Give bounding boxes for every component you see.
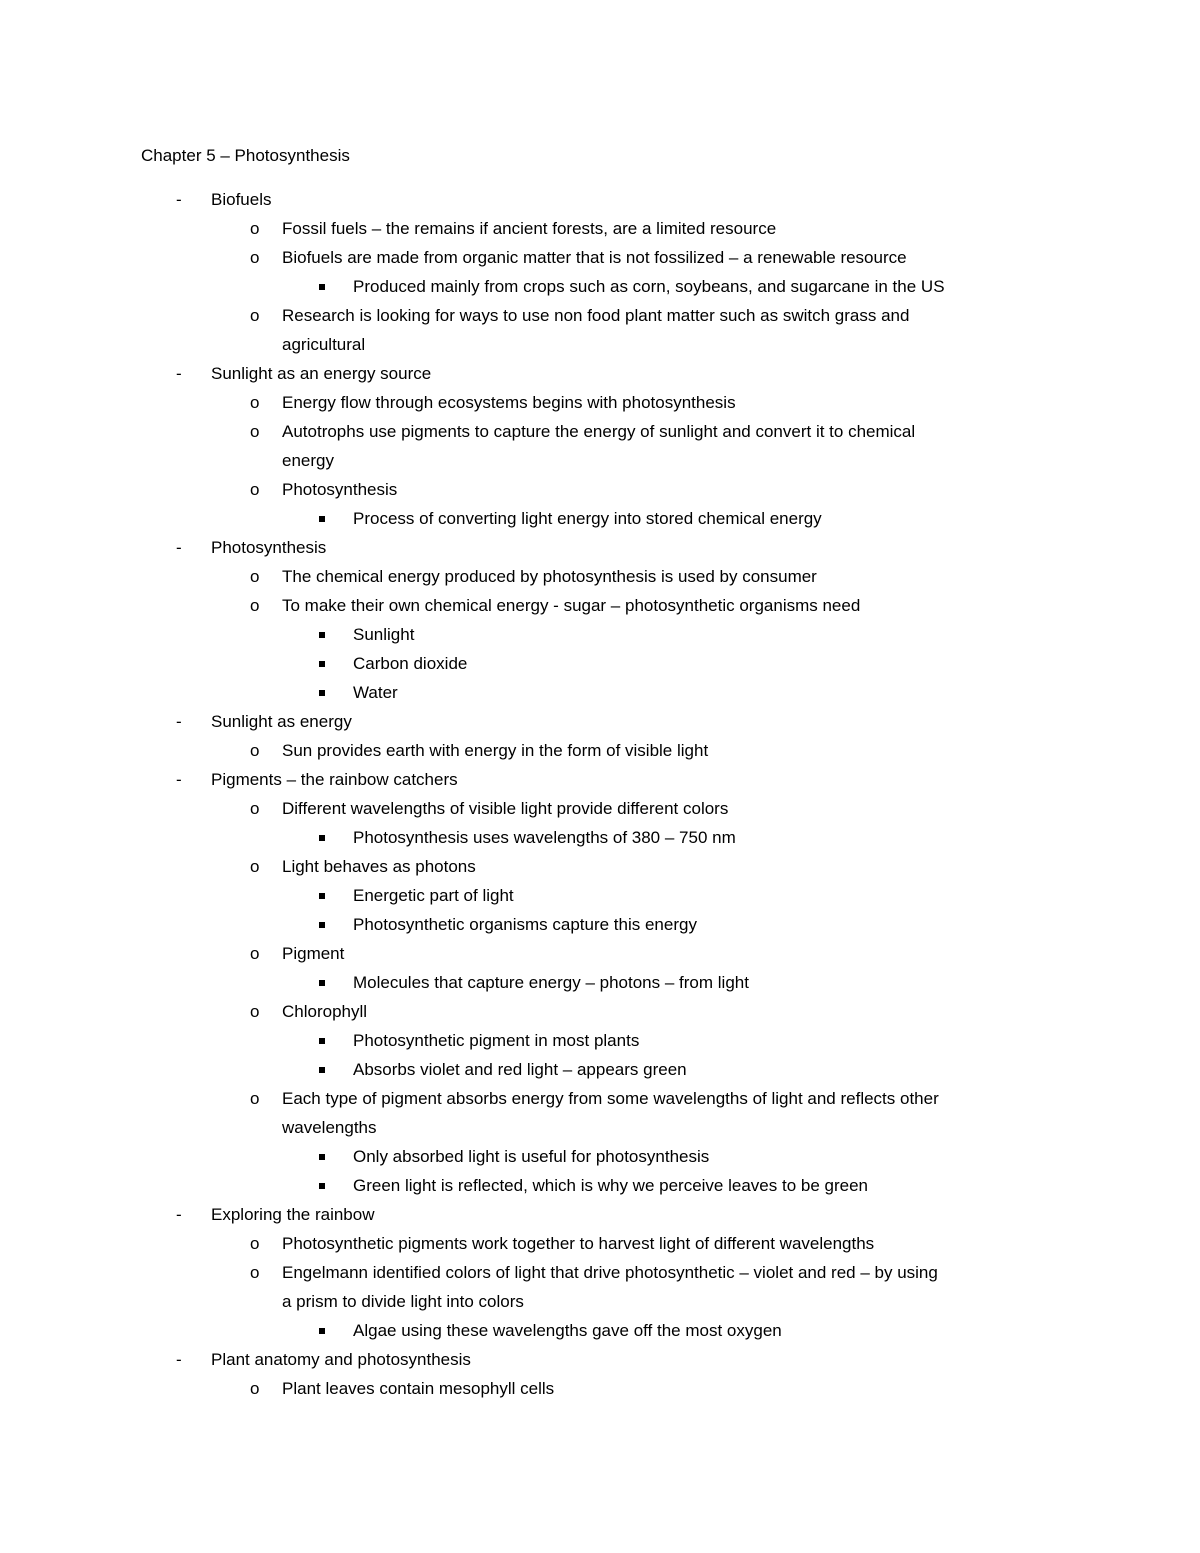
outline-item-text: Molecules that capture energy – photons – from light: [353, 973, 749, 992]
circle-bullet-icon: o: [250, 741, 260, 760]
outline-item-text: Photosynthetic pigments work together to harvest light of different wavelengths: [282, 1234, 875, 1253]
outline-item-text: Process of converting light energy into stored chemical energy: [353, 509, 822, 528]
outline-item-text: Produced mainly from crops such as corn, soybeans, and sugarcane in the US: [353, 277, 945, 296]
circle-bullet-icon: o: [250, 1263, 260, 1282]
outline-item-text: Plant anatomy and photosynthesis: [211, 1350, 471, 1369]
square-bullet-icon: [319, 980, 325, 986]
outline-item-text: energy: [282, 451, 334, 470]
square-bullet-icon: [319, 835, 325, 841]
page-title: Chapter 5 – Photosynthesis: [141, 146, 350, 165]
outline-item-text: Energetic part of light: [353, 886, 514, 905]
outline-item-text: Light behaves as photons: [282, 857, 476, 876]
circle-bullet-icon: o: [250, 393, 260, 412]
outline-item-text: Photosynthesis: [282, 480, 398, 499]
outline-item-text: Sunlight as an energy source: [211, 364, 432, 383]
circle-bullet-icon: o: [250, 1234, 260, 1253]
outline-item-text: Carbon dioxide: [353, 654, 468, 673]
outline-item-text: Water: [353, 683, 398, 702]
dash-bullet-icon: -: [176, 538, 182, 557]
square-bullet-icon: [319, 1154, 325, 1160]
square-bullet-icon: [319, 1328, 325, 1334]
outline-item-text: Energy flow through ecosystems begins with photosynthesis: [282, 393, 736, 412]
circle-bullet-icon: o: [250, 1002, 260, 1021]
dash-bullet-icon: -: [176, 1205, 182, 1224]
outline-item-text: Photosynthetic organisms capture this energy: [353, 915, 697, 934]
outline-item-text: Autotrophs use pigments to capture the energy of sunlight and convert it to chemical: [282, 422, 916, 441]
outline-item-text: Photosynthesis: [211, 538, 327, 557]
outline-item-text: Absorbs violet and red light – appears green: [353, 1060, 687, 1079]
circle-bullet-icon: o: [250, 306, 260, 325]
circle-bullet-icon: o: [250, 248, 260, 267]
square-bullet-icon: [319, 1038, 325, 1044]
outline-item-text: Pigments – the rainbow catchers: [211, 770, 458, 789]
circle-bullet-icon: o: [250, 219, 260, 238]
outline-item-text: agricultural: [282, 335, 366, 354]
outline-item-text: Algae using these wavelengths gave off the most oxygen: [353, 1321, 782, 1340]
outline-item-text: Plant leaves contain mesophyll cells: [282, 1379, 555, 1398]
outline-item-text: Photosynthesis uses wavelengths of 380 – 750 nm: [353, 828, 736, 847]
outline-item-text: Sun provides earth with energy in the form of visible light: [282, 741, 709, 760]
square-bullet-icon: [319, 632, 325, 638]
circle-bullet-icon: o: [250, 480, 260, 499]
outline-item-text: Chlorophyll: [282, 1002, 368, 1021]
outline-item-text: Photosynthetic pigment in most plants: [353, 1031, 640, 1050]
outline-item-text: Biofuels are made from organic matter that is not fossilized – a renewable resource: [282, 248, 907, 267]
square-bullet-icon: [319, 922, 325, 928]
outline-item-text: Green light is reflected, which is why we perceive leaves to be green: [353, 1176, 868, 1195]
dash-bullet-icon: -: [176, 364, 182, 383]
outline-item-text: Biofuels: [211, 190, 272, 209]
square-bullet-icon: [319, 1067, 325, 1073]
square-bullet-icon: [319, 1183, 325, 1189]
circle-bullet-icon: o: [250, 944, 260, 963]
outline-item-text: Sunlight as energy: [211, 712, 352, 731]
outline-item-text: Each type of pigment absorbs energy from some wavelengths of light and reflects other: [282, 1089, 939, 1108]
dash-bullet-icon: -: [176, 712, 182, 731]
outline-item-text: Fossil fuels – the remains if ancient forests, are a limited resource: [282, 219, 777, 238]
outline-item-text: a prism to divide light into colors: [282, 1292, 524, 1311]
circle-bullet-icon: o: [250, 422, 260, 441]
square-bullet-icon: [319, 690, 325, 696]
dash-bullet-icon: -: [176, 190, 182, 209]
circle-bullet-icon: o: [250, 857, 260, 876]
outline-item-text: The chemical energy produced by photosynthesis is used by consumer: [282, 567, 817, 586]
square-bullet-icon: [319, 893, 325, 899]
outline-item-text: Exploring the rainbow: [211, 1205, 375, 1224]
outline-item-text: wavelengths: [282, 1118, 377, 1137]
dash-bullet-icon: -: [176, 770, 182, 789]
square-bullet-icon: [319, 516, 325, 522]
circle-bullet-icon: o: [250, 567, 260, 586]
circle-bullet-icon: o: [250, 1379, 260, 1398]
outline-item-text: Only absorbed light is useful for photosynthesis: [353, 1147, 710, 1166]
outline-item-text: Research is looking for ways to use non food plant matter such as switch grass and: [282, 306, 910, 325]
outline-item-text: Different wavelengths of visible light provide different colors: [282, 799, 729, 818]
square-bullet-icon: [319, 661, 325, 667]
dash-bullet-icon: -: [176, 1350, 182, 1369]
square-bullet-icon: [319, 284, 325, 290]
circle-bullet-icon: o: [250, 799, 260, 818]
outline-item-text: To make their own chemical energy - sugar – photosynthetic organisms need: [282, 596, 861, 615]
outline-item-text: Sunlight: [353, 625, 415, 644]
circle-bullet-icon: o: [250, 596, 260, 615]
outline-item-text: Pigment: [282, 944, 345, 963]
outline-item-text: Engelmann identified colors of light that drive photosynthetic – violet and red – by using: [282, 1263, 938, 1282]
circle-bullet-icon: o: [250, 1089, 260, 1108]
